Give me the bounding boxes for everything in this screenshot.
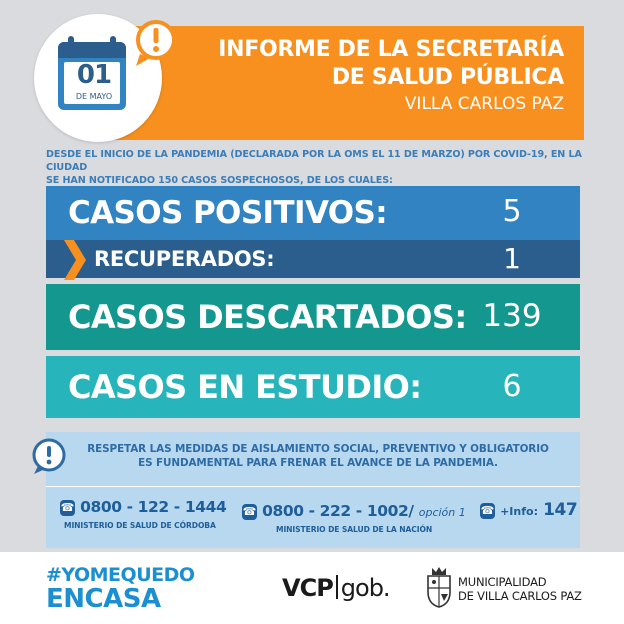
- discarded-cases-label: CASOS DESCARTADOS:: [68, 298, 467, 336]
- under-study-value: 6: [502, 369, 522, 404]
- positive-cases-value: 5: [502, 194, 522, 229]
- positive-cases-label: CASOS POSITIVOS:: [68, 195, 388, 231]
- contact-info: [480, 500, 577, 520]
- vcp-gob-logo: [282, 574, 390, 602]
- gob-text: gob.: [340, 574, 390, 602]
- discarded-cases-row: [46, 284, 580, 350]
- logo-divider: [336, 575, 338, 599]
- city-subtitle: VILLA CARLOS PAZ: [404, 94, 564, 114]
- vcp-text: VCP: [282, 574, 333, 602]
- crest-icon: [424, 566, 454, 608]
- info-bubble-icon: [32, 438, 66, 476]
- recovered-row: [46, 240, 580, 278]
- under-study-row: [46, 356, 580, 418]
- notice-text: RESPETAR LAS MEDIDAS DE AISLAMIENTO SOCIAL, PREVENTIVO Y OBLIGATORIO ES FUNDAMENTAL PARA FRENAR EL AVANCE DE LA PANDEMIA.: [87, 443, 549, 469]
- hashtag-line1: #YOMEQUEDO: [46, 564, 195, 586]
- recovered-label: RECUPERADOS:: [94, 247, 275, 271]
- contact-nacion-number: 0800 - 222 - 1002/: [262, 502, 414, 520]
- hashtag-line2: ENCASA: [46, 584, 161, 614]
- arrow-icon: [64, 240, 88, 280]
- municipality-name: MUNICIPALIDAD DE VILLA CARLOS PAZ: [458, 575, 582, 603]
- intro-text: DESDE EL INICIO DE LA PANDEMIA (DECLARADA POR LA OMS EL 11 DE MARZO) POR COVID-19, EN LA CIUDAD SE HAN NOTIFICADO 150 CASOS SOSPECHOSOS, DE LOS CUALES:: [46, 149, 582, 186]
- contact-info-number: 147: [543, 500, 578, 520]
- phone-icon: ☎: [242, 504, 257, 518]
- phone-icon: ☎: [480, 503, 495, 517]
- contact-nacion-org: MINISTERIO DE SALUD DE LA NACIÓN: [276, 525, 433, 534]
- date-month: DE MAYO: [75, 92, 113, 101]
- date-day: 01: [76, 60, 112, 90]
- under-study-label: CASOS EN ESTUDIO:: [68, 368, 422, 406]
- recovered-value: 1: [503, 242, 521, 275]
- discarded-cases-value: 139: [482, 298, 542, 334]
- alert-bubble-icon: [132, 18, 182, 70]
- positive-cases-row: [46, 186, 580, 240]
- phone-icon: ☎: [60, 500, 75, 514]
- contact-cordoba: [60, 497, 226, 516]
- contact-nacion-option: opción 1: [418, 506, 466, 519]
- notice-divider: [46, 486, 580, 487]
- contact-info-prefix: +Info:: [500, 505, 538, 518]
- contact-nacion: [242, 501, 466, 520]
- contact-cordoba-org: MINISTERIO DE SALUD DE CÓRDOBA: [64, 521, 216, 530]
- contact-cordoba-number: 0800 - 122 - 1444: [80, 498, 227, 516]
- report-title: INFORME DE LA SECRETARÍA DE SALUD PÚBLICA: [218, 37, 564, 90]
